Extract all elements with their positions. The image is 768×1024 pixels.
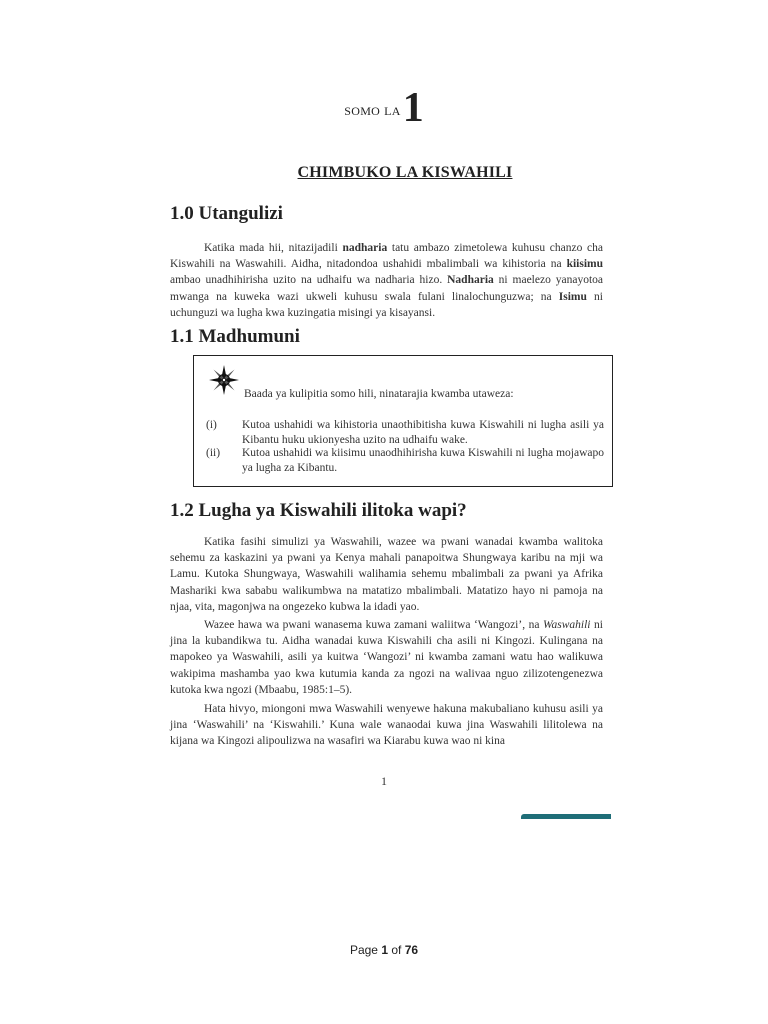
term-isimu-def: Isimu bbox=[558, 290, 587, 303]
intro-paragraph: Katika mada hii, nitazijadili nadharia tatu ambazo zimetolewa kuhusu chanzo cha Kiswahili na Waswahili. Aidha, nitadondoa ushahidi mbalimbali wa kihistoria na kiisimu ambao unadhihirisha uzito na udhaifu wa nadharia hizo. Nadharia ni maelezo yanayotoa mwanga na kuweka wazi ukweli kuhusu swala fulani linalochunguzwa; na Isimu ni uchunguzi wa lugha kwa kuzingatia misingi ya kisayansi. bbox=[170, 242, 603, 319]
compass-rose-icon bbox=[208, 364, 240, 396]
term-nadharia-def: Nadharia bbox=[447, 274, 494, 287]
term-nadharia: nadharia bbox=[342, 242, 388, 254]
lesson-prefix: SOMO bbox=[344, 104, 381, 118]
lesson-word: LA bbox=[384, 104, 401, 118]
objective-number: (ii) bbox=[206, 447, 221, 459]
origin-paragraph-1: Katika fasihi simulizi ya Waswahili, wazee wa pwani wanadai kwamba walitoka sehemu za kaskazini ya pwani ya Kenya mahali panapoitwa Shungwaya karibu na mji wa Lamu. Kutoka Shungwaya, Waswahili walihamia sehemu mbalimbali za pwani ya Afrika Mashariki kwa sababu walikumbwa na matatizo mbalimbali. Matatizo hayo ni pamoja na njaa, vita, magonjwa na ongezeko kubwa la idadi yao. bbox=[170, 536, 603, 613]
page-counter bbox=[0, 943, 768, 957]
chapter-title: CHIMBUKO LA KISWAHILI bbox=[297, 164, 513, 181]
accent-bar bbox=[521, 814, 611, 819]
page-counter-total: 76 bbox=[404, 943, 419, 957]
objective-text: Kutoa ushahidi wa kihistoria unaothibitisha kuwa Kiswahili ni lugha asili ya Kibantu huku ukionyesha uzito na udhaifu wake. bbox=[242, 419, 604, 446]
origin-paragraph-2: Wazee hawa wa pwani wanasema kuwa zamani waliitwa ‘Wangozi’, na Waswahili ni jina la kubandikwa tu. Aidha wanadai kuwa Kiswahili cha asili ni Kingozi. Kulingana na mapokeo ya Waswahili, asili ya kuitwa ‘Wangozi’ ni kwamba zamani watu hao walikuwa wakipima mashamba yao kwa kutumia kanda za ngozi na walivaa nguo zilizotengenezwa kutoka kwa ngozi (Mbaabu, 1985:1–5). bbox=[170, 619, 603, 696]
objectives-box bbox=[193, 355, 613, 487]
origin-paragraph-3: Hata hivyo, miongoni mwa Waswahili wenyewe hakuna makubaliano kuhusu asili ya jina ‘Waswahili’ na ‘Kiswahili.’ Kuna wale wanaodai kuwa jina Waswahili lilitolewa na kijana wa Kingozi alipoulizwa na wasafiri wa Kiarabu kuwa wao ni kina bbox=[170, 703, 603, 748]
objective-text: Kutoa ushahidi wa kiisimu unaodhihirisha kuwa Kiswahili ni lugha mojawapo ya lugha za Kibantu. bbox=[242, 447, 604, 474]
lesson-number: 1 bbox=[402, 85, 424, 131]
term-kiisimu: kiisimu bbox=[566, 258, 603, 271]
objectives-intro: Baada ya kulipitia somo hili, ninatarajia kwamba utaweza: bbox=[244, 388, 514, 400]
objective-number: (i) bbox=[206, 419, 217, 431]
page-counter-current: 1 bbox=[381, 943, 388, 957]
lesson-heading bbox=[0, 84, 768, 132]
page-counter-of: of bbox=[391, 943, 402, 957]
section-heading-objectives: 1.1 Madhumuni bbox=[170, 326, 300, 347]
objective-item bbox=[206, 446, 604, 475]
page-number: 1 bbox=[381, 774, 387, 788]
italic-waswahili: Waswahili bbox=[543, 619, 591, 631]
objective-item bbox=[206, 418, 604, 447]
section-heading-intro: 1.0 Utangulizi bbox=[170, 203, 283, 224]
section-heading-origin: 1.2 Lugha ya Kiswahili ilitoka wapi? bbox=[170, 500, 467, 521]
page-counter-prefix: Page bbox=[349, 943, 378, 957]
